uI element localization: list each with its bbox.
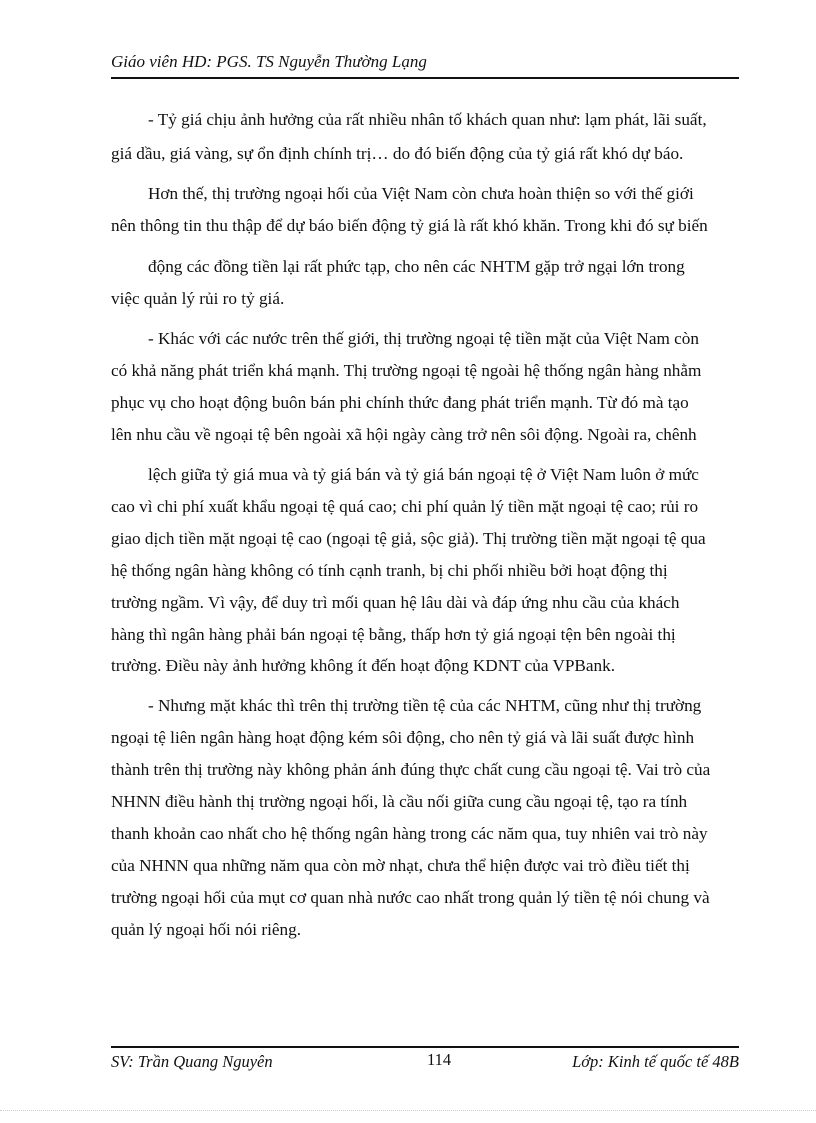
text-line: giá dầu, giá vàng, sự ổn định chính trị… do đó biến động của tỷ giá rất khó dự báo. xyxy=(111,144,684,163)
text-line: trường ngoại hối của mụt cơ quan nhà nước cao nhất trong quản lý tiền tệ nói chung và xyxy=(111,888,710,907)
text-line: - Nhưng mặt khác thì trên thị trường tiền tệ của các NHTM, cũng như thị trường xyxy=(148,696,702,715)
text-line: - Tỷ giá chịu ảnh hưởng của rất nhiều nhân tố khách quan như: lạm phát, lãi suất, xyxy=(148,110,707,129)
text-line: ngoại tệ liên ngân hàng hoạt động kém sôi động, cho nên tỷ giá và lãi suất được hình xyxy=(111,728,695,747)
page-number: 114 xyxy=(427,1050,452,1069)
text-line: trường. Điều này ảnh hưởng không ít đến hoạt động KDNT của VPBank. xyxy=(111,656,615,675)
text-line: phục vụ cho hoạt động buôn bán phi chính thức đang phát triển mạnh. Từ đó mà tạo xyxy=(111,393,689,412)
text-line: thanh khoản cao nhất cho hệ thống ngân hàng trong các năm qua, tuy nhiên vai trò này xyxy=(111,824,708,843)
page-header: Giáo viên HD: PGS. TS Nguyễn Thường Lạng xyxy=(111,52,739,79)
text-line: lên nhu cầu về ngoại tệ bên ngoài xã hội ngày càng trở nên sôi động. Ngoài ra, chênh xyxy=(111,425,697,444)
page-edge-divider xyxy=(0,1110,816,1111)
text-line: thành trên thị trường này không phản ánh đúng thực chất cung cầu ngoại tệ. Vai trò của xyxy=(111,760,711,779)
text-line: của NHNN qua những năm qua còn mờ nhạt, chưa thể hiện được vai trò điều tiết thị xyxy=(111,856,690,875)
text-line: cao vì chi phí xuất khẩu ngoại tệ quá cao; chi phí quản lý tiền mặt ngoại tệ cao; rủi ro xyxy=(111,497,699,516)
text-line: - Khác với các nước trên thế giới, thị trường ngoại tệ tiền mặt của Việt Nam còn xyxy=(148,329,699,348)
page-footer xyxy=(111,1046,739,1078)
footer-class: Lớp: Kinh tế quốc tế 48B xyxy=(572,1052,739,1071)
text-line: NHNN điều hành thị trường ngoại hối, là cầu nối giữa cung cầu ngoại tệ, tạo ra tính xyxy=(111,792,688,811)
text-line: nên thông tin thu thập để dự báo biến động tỷ giá là rất khó khăn. Trong khi đó sự biến xyxy=(111,216,708,235)
text-line: lệch giữa tỷ giá mua và tỷ giá bán và tỷ giá bán ngoại tệ ở Việt Nam luôn ở mức xyxy=(148,465,699,484)
text-line: trường ngầm. Vì vậy, để duy trì mối quan hệ lâu dài và đáp ứng nhu cầu của khách xyxy=(111,593,680,612)
text-line: hệ thống ngân hàng không có tính cạnh tranh, bị chi phối nhiều bởi hoạt động thị xyxy=(111,561,668,580)
text-line: giao dịch tiền mặt ngoại tệ cao (ngoại tệ giả, sộc giả). Thị trường tiền mặt ngoại tệ qua xyxy=(111,529,706,548)
text-line: quản lý ngoại hối nói riêng. xyxy=(111,920,301,939)
text-line: việc quản lý rủi ro tỷ giá. xyxy=(111,289,285,308)
text-line: có khả năng phát triển khá mạnh. Thị trường ngoại tệ ngoài hệ thống ngân hàng nhằm xyxy=(111,361,702,380)
text-line: động các đồng tiền lại rất phức tạp, cho nên các NHTM gặp trở ngại lớn trong xyxy=(148,257,685,276)
text-line: Hơn thế, thị trường ngoại hối của Việt Nam còn chưa hoàn thiện so với thế giới xyxy=(148,184,694,203)
text-line: hàng thì ngân hàng phải bán ngoại tệ bằng, thấp hơn tỷ giá ngoại tện bên ngoài thị xyxy=(111,625,676,644)
footer-student: SV: Trần Quang Nguyên xyxy=(111,1052,273,1071)
